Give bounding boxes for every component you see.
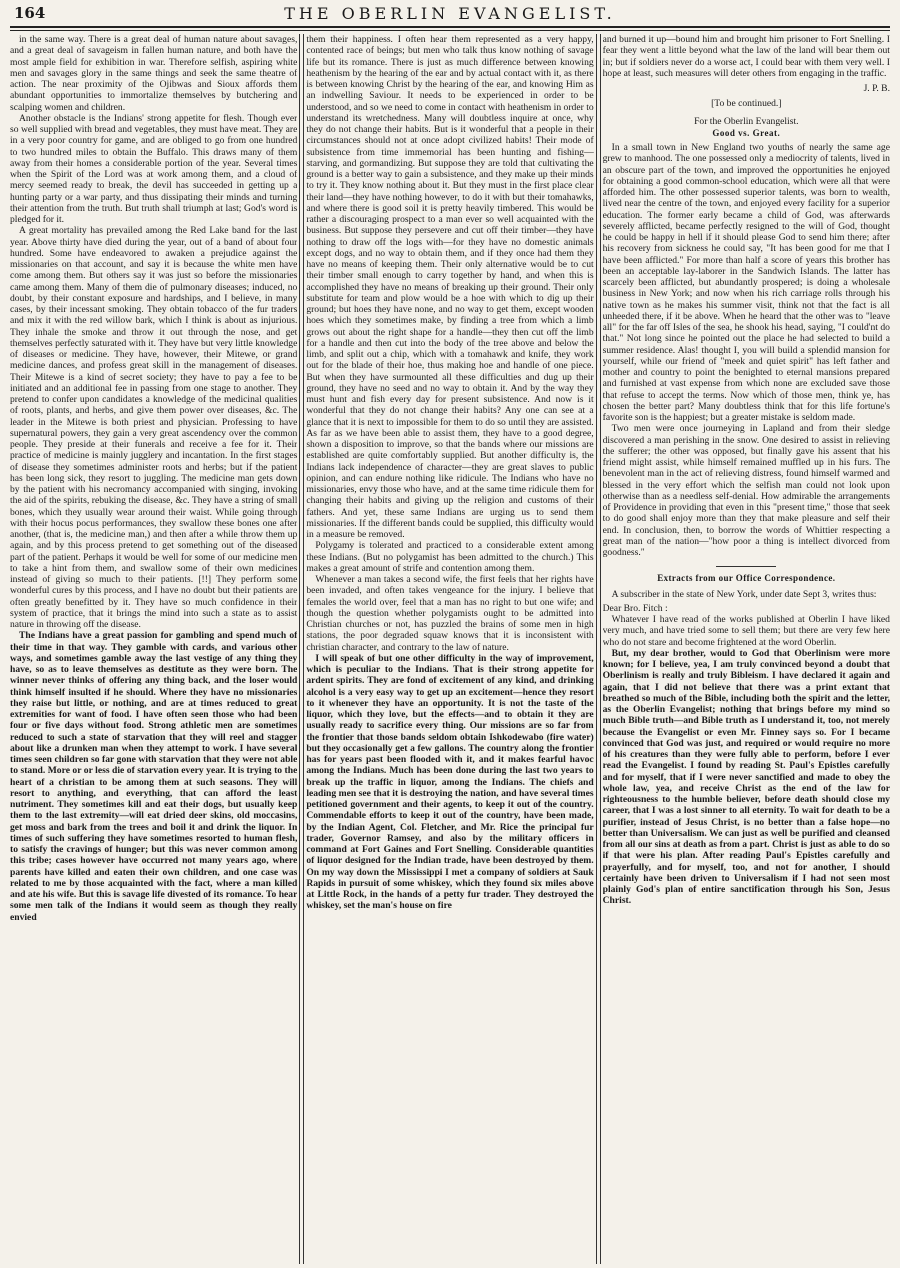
column-separator [299,34,304,1264]
column-3 [603,34,890,1264]
paragraph: Another obstacle is the Indians' strong appetite for flesh. Though ever so well supplied with bread and vegetables, they must have meat. They are in a very poor country for game, and are obliged to go from one hundred to two hundred miles to obtain the Buffalo. This draws many of them away from their homes a considerable portion of the year. Several times when the Spirit of the Lord was at work among them, and a cloud of mercy seemed ready to break, the devil has succeeded in getting up a hunting party or a war party, and thus dissipating their minds and turning their attention from the truth. But truth shall triumph at last; God's word is pledged for it. [10,112,298,225]
columns [10,34,890,1264]
paragraph: The Indians have a great passion for gambling and spend much of their time in that way. They gamble with cards, and various other ways, and sometimes gamble away the last vestige of any thing they have, so as to leave themselves as destitute as they were born. The winner never thinks of offering any thing back, and the loser would think himself insulted if he should. Where they have no missionaries they raise but little, or nothing, and are at times reduced to great extremities for want of food. I have often seen those who had been four or five days without food. Strong athletic men are sometimes reduced to such a state of starvation that they will reel and stagger about like a drunken man when they attempt to work. I have several times seen children so far gone with starvation that they were not able to stand. More or or less die of starvation every year. It is trying to the heart of a christian to be among them at such seasons. They will resort to anything, and everything, that can afford the least nutriment. They sometimes kill and eat their dogs, but usually keep them to the last extremity—will eat dried deer skins, old moccasins, get moss and bark from the trees and boil it and drink the liquor. In times of such suffering they have sometimes resorted to human flesh, to satisfy the cravings of hunger; but this was never common among this tribe; cases however have occurred not many years ago, where parents have killed and eaten their own children, and one case was related to me by those acquainted with the fact, where a man killed and ate his wife. But this is savage life divested of its romance. To hear some men talk of the Indians it would seem as though they really envied [10,630,298,923]
paragraph: Two men were once journeying in Lapland and from their sledge discovered a man perishing in the snow. One desired to assist in relieving the sufferer; the other was opposed, but finally gave his assent that his friend might assist, while himself remained muffled up in his furs. The benevolent man in the act of relieving distress, found himself warmed and blessed in the very effort which the selfish man could not look upon otherwise than as a needless self-denial. How admirable the arrangements of Providence in providing that even in this "present time," those that seek to do good shall enjoy more than they that make pleasure and self their end. In conclusion, then, to borrow the words of Whittier respecting a great man of the nation—"how poor a thing is intellect divorced from goodness." [602,423,890,558]
paragraph: But, my dear brother, would to God that Oberlinism were more known; for I believe, yea, I am truly convinced beyond a doubt that Oberlinism is really and truly Bibleism. I have declared it again and again, that I did not believe that there was a print extant that breathed so much of the Bible, including both the spirit and the letter, as the Oberlin Evangelist; nothing that brings before my mind so much Bible truth—and Bible truth as I understand it, too, not merely because the Evangelist or even Mr. Finney says so. For I became convinced that God was just, and required or would require no more of his creatures than they were fully able to perform, before I ever read the Evangelist. I found by reading St. Paul's Epistles carefully and for myself, that if I were never sanctified and made to obey the whole law, yea, and receive Christ as the end of the law for righteousness to the humble believer, before death should close my career, that I was a lost sinner to all eternity. To wait for death to be a purifier, instead of Jesus Christ, is no better than a false hope—no better than Universalism. We can just as well be purified and cleansed from all our sins at death as from a part. Christ is just as able to do so if that were his plan. After reading Paul's Epistles carefully and prayerfully, and for myself, too, and not for another, I should certainly have been driven to Universalism if I had not seen most plainly God's plan of entire sanctification through his Son, Jesus Christ. [602,647,890,907]
header-rule-thick [10,26,890,28]
masthead-title: THE OBERLIN EVANGELIST. [284,4,616,23]
paragraph: A subscriber in the state of New York, under date Sept 3, writes thus: [611,588,877,600]
paragraph: In a small town in New England two youths of nearly the same age grew to manhood. The one possessed only a mediocrity of talents, lived in an obscure part of the town, and improved the opportunities he enjoyed for obtaining a good common-school education, which were all that were afforded him. The other possessed superior talents, was born to wealth, lived near the centre of the town, and enjoyed every facility for a superior education. The former early became a child of God, was afterwards severely afflicted, became perfectly resigned to the will of God, thought he could be happy in hell if it should please God to send him there; after his recovery from sickness he could say, "It has been good for me that I have been afflicted." For more than half a score of years this brother has been an acceptable lay-laborer in the Sandwich Islands. The latter has scarcely been afflicted, but abundantly prospered; is doing a wholesale business in New York; and now when his rich carriage rolls through his native town as he makes his summer visit, think not that the fact is all unheeded there, if it be above. When he heard that the other was to "leave all" for the far off Isles of the sea, he shook his head, saying, "I could'nt do that." Not long since he pointed out the place he had selected to build a summer residence. Alas! thought I, you will build a splendid mansion for yourself, while our friend of "meek and quiet spirit" has left father and mother and country to point the benighted to eternal mansions prepared and furnished at vast expense from which none are excluded save those that refuse to accept the terms. Now which of those men, think ye, has chosen the better part? Many doubtless think that for this life fortune's favorite son is the happiest; but a greater mistake is seldom made. [602,142,890,423]
paragraph: A great mortality has prevailed among the Red Lake band for the last year. Above thirty have died during the year, out of a band of about four hundred. Some have endeavored to awaken a prejudice against the missionaries on that account, and say it is because the white men have come among them. But others say it was just so before the missionaries came among them. Many of them die of pulmonary diseases; induced, no doubt, by their constant exposure and hardships, and I believe, in many cases, by their incessant smoking. They obtain tobacco of the fur traders and mix it with the red willow bark, which I think is about as injurious. They inhale the smoke and throw it out through the nose, and get themselves perfectly saturated with it. They have but very little knowledge of diseases or medicine. They have, however, their Mitewe, or grand medicine dances, and profess great skill in the management of diseases. Their Mitewe is a kind of secret society; they have to pay a fee to be initiated and an additional fee in passing from one stage to another. They pretend to confer upon candidates a knowledge of the medicinal qualities of roots, plants, and herbs, and give them power over diseases, &c. The leader in the Mitewe is both priest and physician. Professing to have supernatural powers, they gain a very great ascendency over the common people. They preside at their funerals and receive a fee for it. Their practice of medicine is mainly jugglery and incantation. In the first stages of disease they sometimes administer roots and herbs; but if the patient has been long sick, they resort to juggling. The medicine man gets down by the patient with his necromancy accompanied with singing, invoking the aid of the spirits, rebuking the disease, &c. They have a string of small bones, which they usually wear around their waist. While going through with their hocus pocus performances, they swallow these bones one after another, (that is, the medicine man,) and then after a while throw them up again, and by this process pretend to get something out of the diseased part of the patient. Perhaps it would be well for some of our medicine men to take a hint from them, and swallow some of their own medicines instead of giving so much to their patients. [!!] They perform some wonderful cures by this process, and I have no doubt but their patients are often greatly benefitted by it. They have so much confidence in their system of practice, that it brings the mind into such a state as to assist nature in throwing off the disease. [10,225,298,630]
page-header [10,4,890,24]
paragraph: Whenever a man takes a second wife, the first feels that her rights have been invaded, and often takes vengeance for the injury. I believe that females the world over, feel that a man has no right to but one wife; and though the question whether polygamists ought to be admitted into Christian churches or not, has puzzled the brains of some men in high stations, the poor degraded squaw knows that it is inconsistent with christian character, and contrary to the law of nature. [306,574,594,653]
author-signature: J. P. B. [863,83,890,94]
article-title: Good vs. Great. [712,127,781,138]
paragraph: them their happiness. I often hear them represented as a very happy, contented race of beings; but men who talk thus know nothing of savage life but its romance. There is just as much difference between knowing heathenism by the hearing of the ear and by actual contact with it, as there is between knowing Christ by the hearing of the ear, and knowing Him as an indwelling Saviour. It needs to be experienced in order to be understood, and so we need to come in contact with heathenism in order to understand its wretchedness. Many will doubtless inquire at once, why they do not change their habits. But is it wonderful that a people in their circumstances should not at once adopt civilized habits! Their mode of subsistence from time immemorial has been hunting and fishing—starving, and gormandizing. But suppose they are told that cultivating the ground is a better way to gain a subsistence, and they make up their minds to try it. They know nothing about it. But they must in the first place clear their land—they have nothing however, to do it with but their tomahawks, and where there is good soil it is pretty heavily timbered. This would be rather a discouraging prospect to a man ever so well acquainted with the business. But suppose they persevere and cut off their timber—they have nothing to draw off the logs with—for they have no domestic animals except dogs, and no way to obtain them, and if they once had them they have no means of keeping them. Their only alternative would be to cut their timber small enough to carry together by hand, and when this is accomplished they have no means of breaking up their ground. Their only substitute for team and plow would be a hoe with which to dig up their ground; but hoes they have none, and no way to get them, except wooden hoes which they sometimes make, by finding a tree from which a limb grows out about the right shape for a handle—they then cut off the limb for a handle and then cut into the body of the tree above and below the limb, and split out a chip, which with a tomahawk and knife, they work out for the blade of their hoe, thus making hoe and handle of one piece. But when they have surmounted all these difficulties and dug up their ground, they have no seed and no way to obtain it. And by the way they must hunt and fish every day for present subsistence. And now is it wonderful that they do not change their habits? Any one can see at a glance that it is next to impossible for them to do so until they are assisted. As far as we have been able to assist them, they have to a good degree, shown a disposition to improve, so that the bands where our missions are established are quite comfortably supplied. But another difficulty is, the Indians lack independence of character—they are great slaves to public opinion, and can endure nothing like ridicule. The Indians who have no missionaries, envy those who have, and at the same time ridicule them for changing their habits and giving up the religion and customs of their fathers. And yet, these same Indians are urging us to send them missionaries. If the different bands could be supplied, this difficulty would in a measure be removed. [306,34,594,540]
section-divider [716,566,776,567]
column-2 [306,34,593,1264]
continued-note: [To be continued.] [711,98,782,110]
paragraph: Whatever I have read of the works published at Oberlin I have liked very much, and have tried some to sell them; but there are very few here who do not stare and become frightened at the word Oberlin. [602,614,890,648]
paragraph: in the same way. There is a great deal of human nature about savages, and a great deal of savageism in fallen human nature, and both have the most ample field for exhibition in war. Therefore selfish, aspiring white men and savages glory in the same things and seek the same theatre of action. The near proximity of the Ojibwas and Sioux affords them abundant opportunities to immortalize themselves by butchering and scalping women and children. [10,34,298,113]
page-number: 164 [14,4,46,22]
section-title: Extracts from our Office Correspondence. [657,573,836,584]
paragraph: I will speak of but one other difficulty in the way of improvement, which is peculiar to the Indians. That is their strong appetite for ardent spirits. They are fond of excitement of any kind, and drinking alcohol is a very easy way to get up an excitement—hence they resort to it whenever they have an opportunity. It is not the taste of the liquor, which they love, but the effects—and to obtain it they are usually ready to sacrifice every thing. Our missions are so far from the frontier that those bands seldom obtain Ishkodewabo (fire water) but they occasionally get a few gallons. The country along the frontier has for years past been flooded with it, and it makes fearful havoc among the Indians. Much has been done during the last two years to break up the traffic in liquor, among the Indians. The chiefs and leading men see that it is destroying the nation, and have several times petitioned government and their agents, to keep it out of the country. Commendable efforts to keep it out of the country, have been made, by the Indian Agent, Col. Fletcher, and Mr. Rice the principal fur trader, Governor Ramsey, and also by the military officers in command at Fort Gaines and Fort Snelling. Considerable quantities of liquor designed for the Indian trade, have been destroyed by them. On my way down the Mississippi I met a company of soldiers at Sauk Rapids in pursuit of some whiskey, which they found six miles above at Little Rock, in the hands of a petty fur trader. They destroyed the whiskey, set the man's house on fire [306,652,594,912]
attribution-line: For the Oberlin Evangelist. [694,115,799,127]
salutation: Dear Bro. Fitch : [602,602,668,614]
column-separator [596,34,601,1264]
column-1 [10,34,297,1264]
paragraph: Polygamy is tolerated and practiced to a considerable extent among these Indians. (But no polygamist has been admitted to the church.) This makes a great amount of strife and contention among them. [306,540,594,574]
header-rule-thin [10,30,890,31]
paragraph: and burned it up—bound him and brought him prisoner to Fort Snelling. I fear they went a little beyond what the law of the land will bear them out in; but if soldiers never do a worse act, I could bear with them very well. I hope at least, such measures will deter others from engaging in the traffic. [602,34,890,79]
